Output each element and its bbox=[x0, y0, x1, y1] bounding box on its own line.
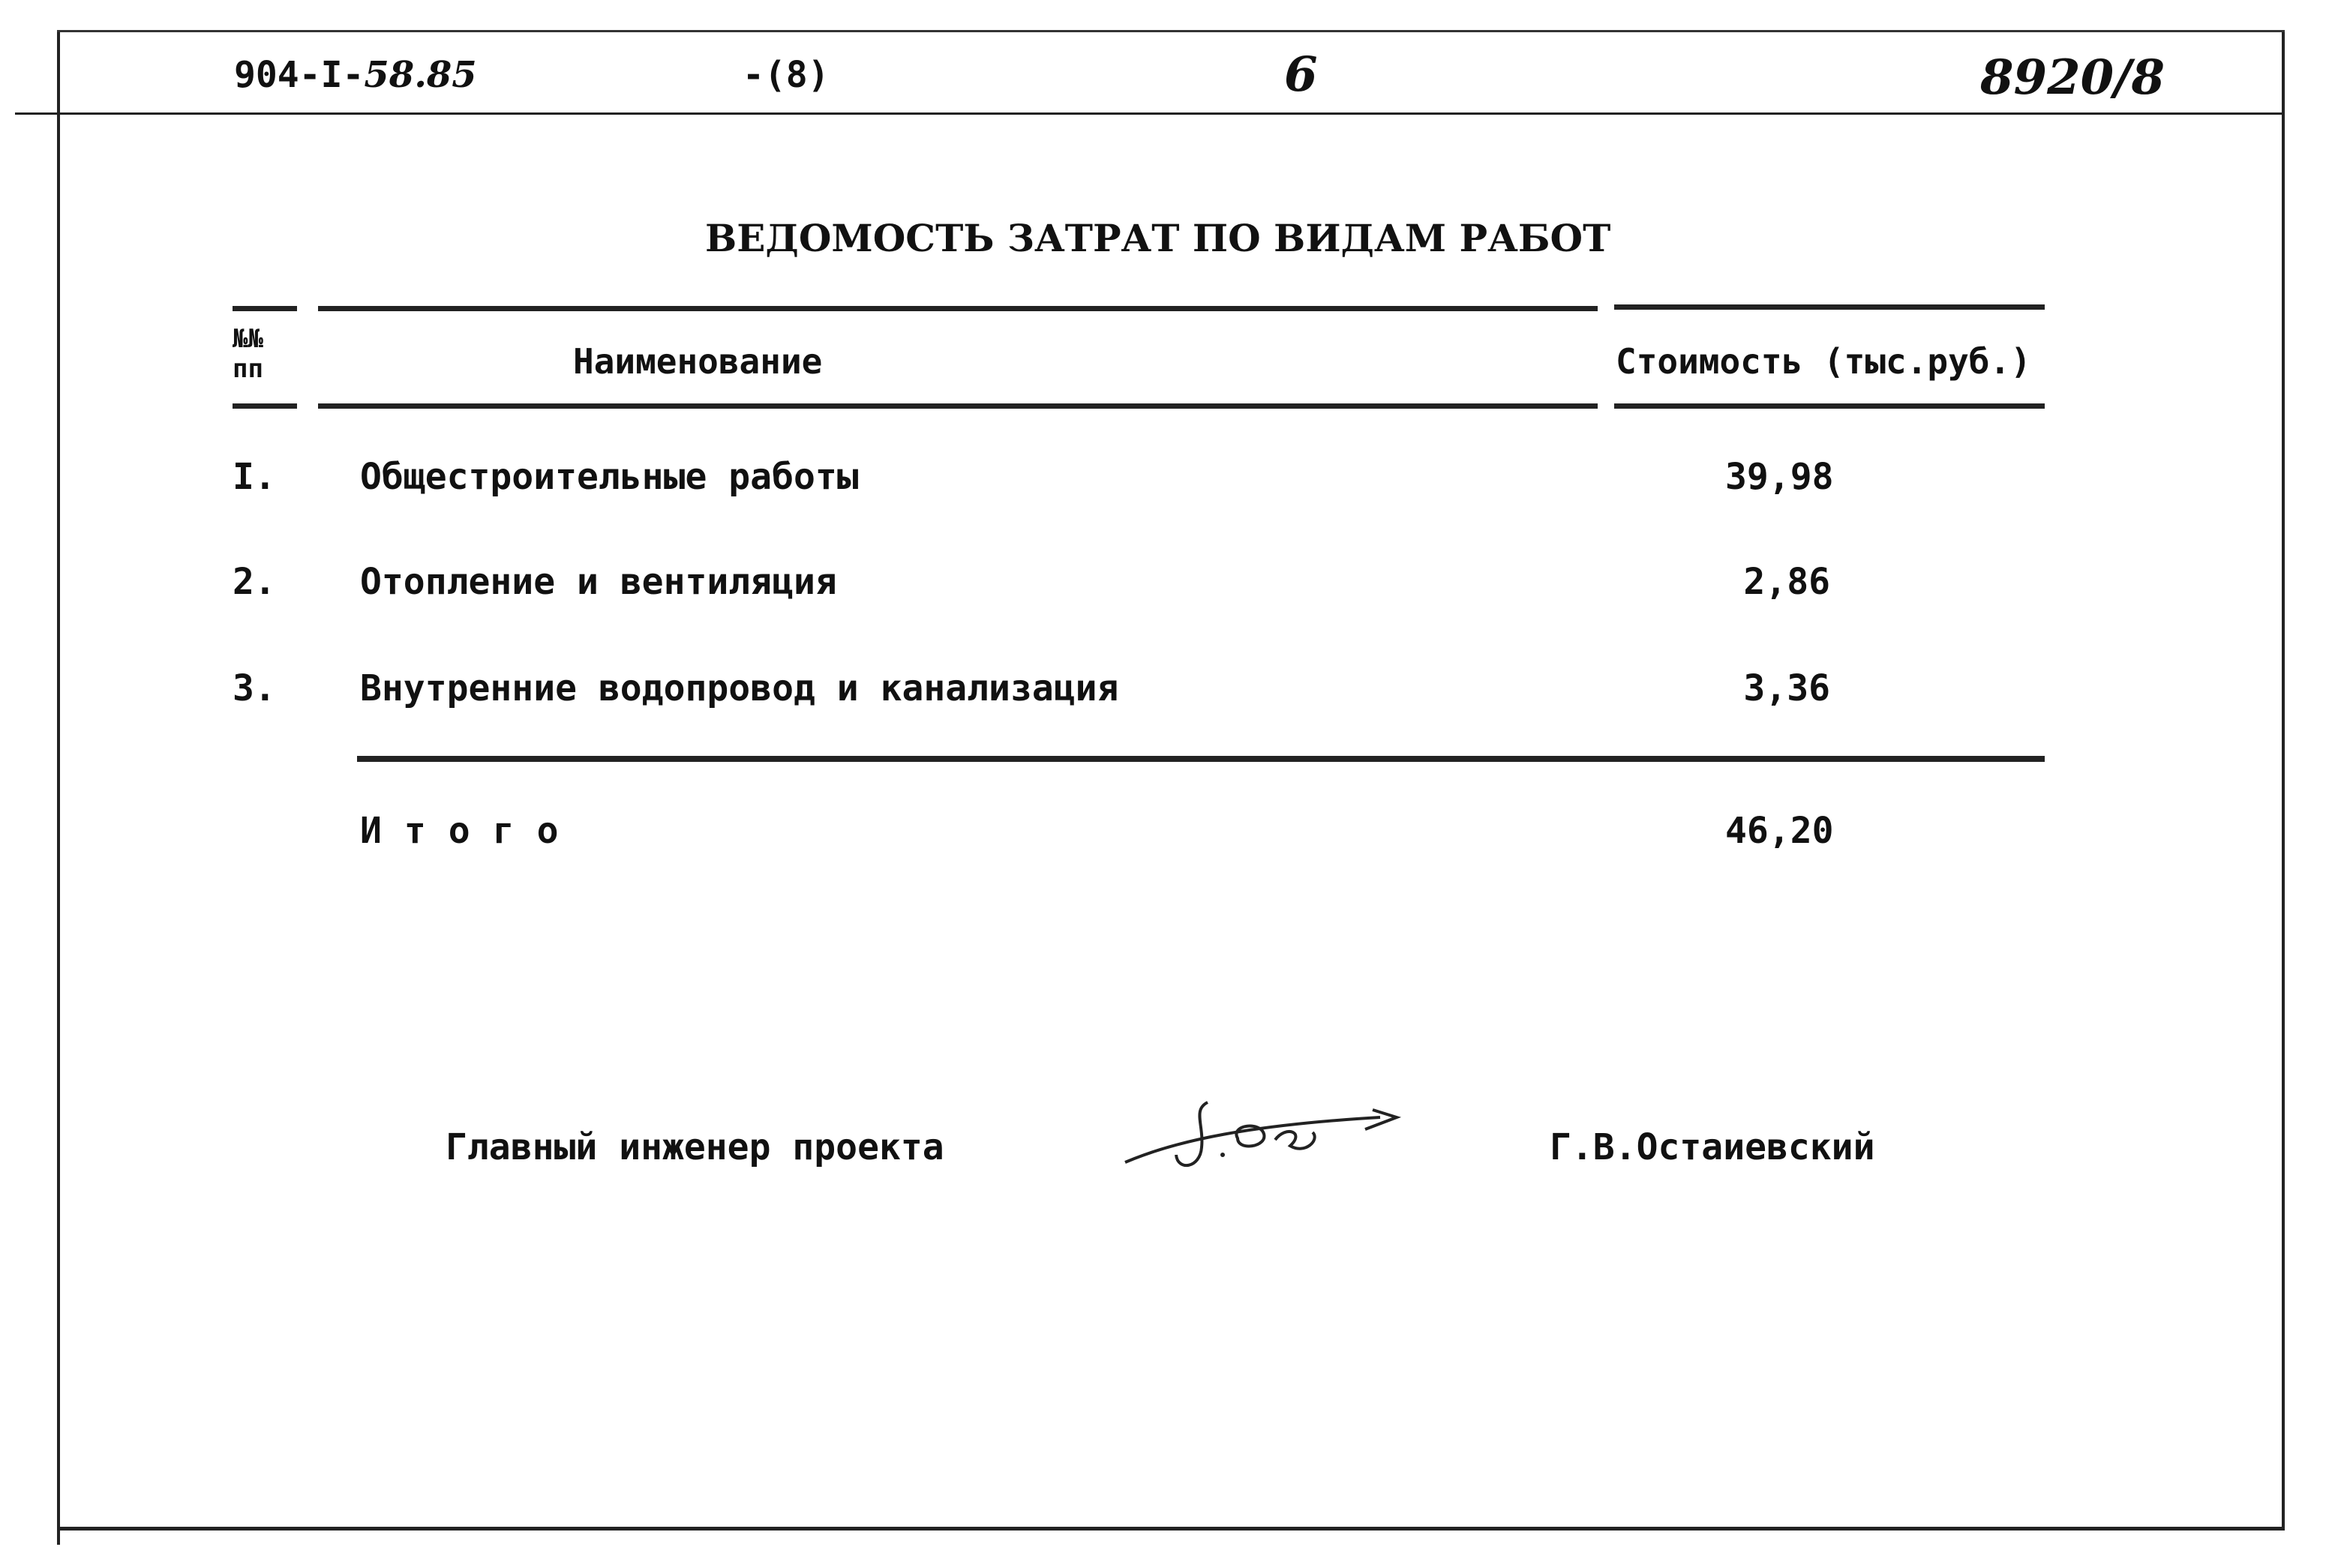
frame-bottom-border bbox=[57, 1527, 2285, 1531]
document-part: -(8) bbox=[743, 54, 830, 96]
column-header-cost: Стоимость (тыс.руб.) bbox=[1616, 341, 2031, 382]
document-number-handwritten: 58.85 bbox=[364, 54, 477, 96]
table-row bbox=[0, 667, 2347, 727]
total-cost: 46,20 bbox=[1725, 810, 1834, 852]
total-label: Итого bbox=[360, 810, 581, 852]
row-number: 3. bbox=[233, 667, 276, 709]
row-name: Внутренние водопровод и канализация bbox=[360, 667, 1119, 709]
table-header-rule-number bbox=[233, 403, 297, 409]
row-cost: 3,36 bbox=[1743, 667, 1830, 709]
total-row bbox=[0, 810, 2347, 870]
row-cost: 2,86 bbox=[1743, 561, 1830, 603]
frame-top-border bbox=[57, 30, 2285, 32]
page-title: ВЕДОМОСТЬ ЗАТРАТ ПО ВИДАМ РАБОТ bbox=[705, 216, 1611, 260]
row-name: Отопление и вентиляция bbox=[360, 561, 837, 603]
total-rule bbox=[357, 756, 2045, 762]
table-top-rule-number bbox=[233, 306, 297, 311]
row-name: Общестроительные работы bbox=[360, 456, 859, 498]
frame-left-border bbox=[57, 30, 60, 1545]
document-number bbox=[234, 54, 477, 96]
column-header-number: №№ пп bbox=[233, 324, 263, 384]
row-number: I. bbox=[233, 456, 276, 498]
table-top-rule-name bbox=[318, 306, 1598, 311]
row-number: 2. bbox=[233, 561, 276, 603]
handwritten-signature bbox=[1118, 1080, 1403, 1185]
column-header-name: Наименование bbox=[573, 341, 823, 382]
header-divider bbox=[15, 112, 2285, 115]
table-row bbox=[0, 561, 2347, 621]
table-top-rule-cost bbox=[1614, 304, 2045, 310]
frame-right-border bbox=[2282, 30, 2285, 1530]
sheet-number: 6 bbox=[1284, 46, 1318, 103]
signatory-name: Г.В.Остаиевский bbox=[1550, 1126, 1875, 1168]
document-number-prefix: 904-I- bbox=[234, 54, 365, 96]
archive-code: 8920/8 bbox=[1980, 49, 2165, 106]
row-cost: 39,98 bbox=[1725, 456, 1834, 498]
table-row bbox=[0, 456, 2347, 516]
table-header-rule-cost bbox=[1614, 403, 2045, 409]
signatory-role: Главный инженер проекта bbox=[446, 1126, 944, 1168]
table-header-rule-name bbox=[318, 403, 1598, 409]
